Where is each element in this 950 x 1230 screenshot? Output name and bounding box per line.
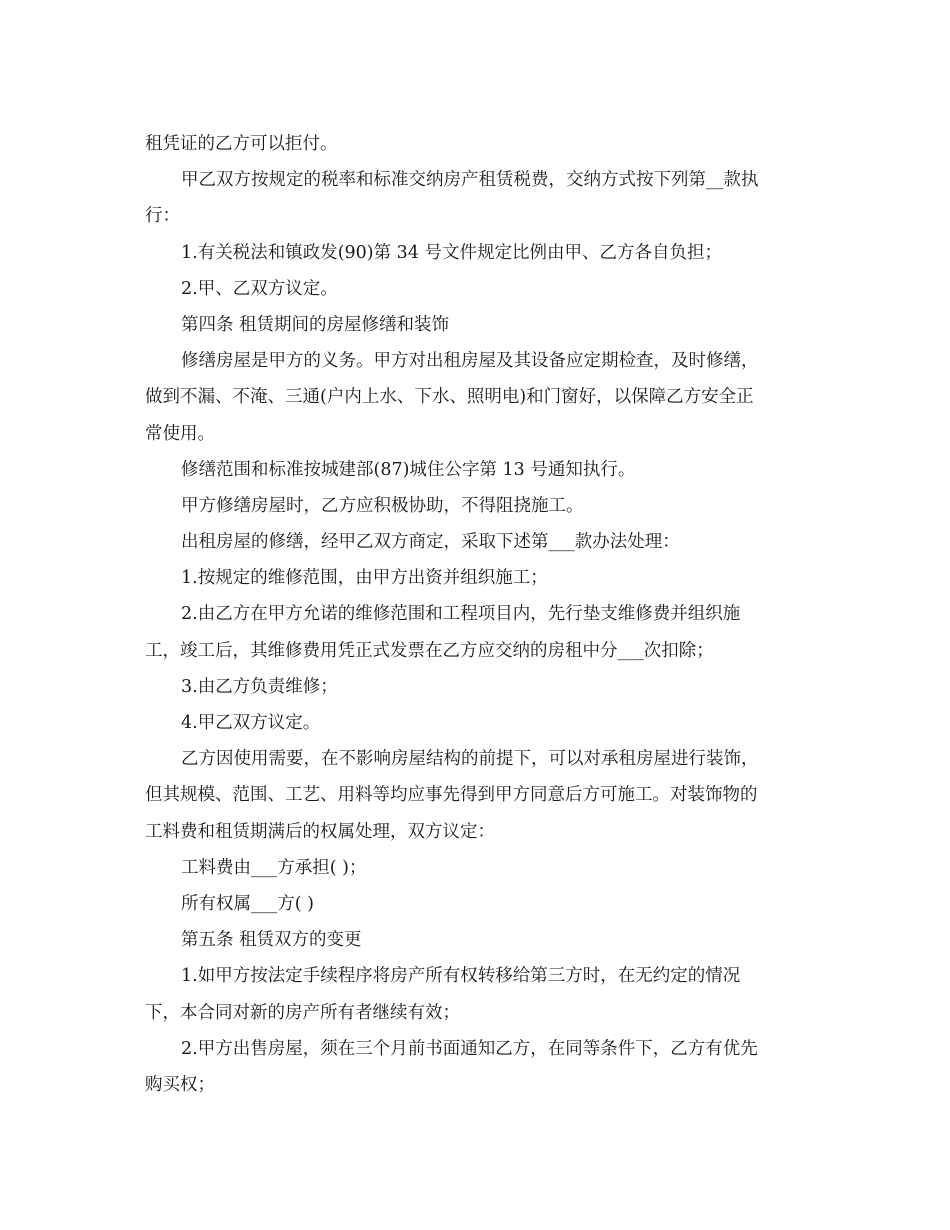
- text-line: 工料费由___方承担( )；: [181, 857, 367, 878]
- text-line: 租凭证的乙方可以拒付。: [145, 134, 338, 154]
- text-line: 但其规模、范围、工艺、用料等均应事先得到甲方同意后方可施工。对装饰物的: [145, 785, 758, 806]
- text-line: 4.甲乙双方议定。: [181, 713, 321, 733]
- text-line: 所有权属___方( ): [181, 893, 314, 914]
- text-line: 甲乙双方按规定的税率和标准交纳房产租赁税费，交纳方式按下列第__款执: [181, 170, 759, 191]
- text-line: 做到不漏、不淹、三通(户内上水、下水、照明电)和门窗好，以保障乙方安全正: [145, 387, 754, 408]
- text-line: 工料费和租赁期满后的权属处理，双方议定：: [145, 821, 495, 842]
- contract-body-text: [145, 126, 805, 1103]
- text-line: 购买权；: [145, 1074, 215, 1095]
- text-line: 2.甲、乙双方议定。: [181, 278, 338, 299]
- text-line: 3.由乙方负责维修；: [181, 676, 338, 697]
- text-line: 2.由乙方在甲方允诺的维修范围和工程项目内，先行垫支维修费并组织施: [181, 604, 741, 625]
- text-line: 甲方修缮房屋时，乙方应积极协助，不得阻挠施工。: [181, 495, 584, 516]
- text-line: 工，竣工后，其维修费用凭正式发票在乙方应交纳的房租中分___次扣除；: [145, 640, 714, 661]
- text-line: 1.如甲方按法定手续程序将房产所有权转移给第三方时，在无约定的情况: [181, 966, 741, 987]
- text-line: 乙方因使用需要，在不影响房屋结构的前提下，可以对承租房屋进行装饰，: [181, 749, 759, 770]
- text-line: 常使用。: [145, 423, 215, 444]
- text-line: 1.按规定的维修范围，由甲方出资并组织施工；: [181, 568, 548, 589]
- text-line: 1.有关税法和镇政发(90)第 34 号文件规定比例由甲、乙方各自负担；: [181, 242, 723, 263]
- text-line: 修缮房屋是甲方的义务。甲方对出租房屋及其设备应定期检查，及时修缮，: [181, 351, 759, 372]
- text-line: 下，本合同对新的房产所有者继续有效；: [145, 1002, 460, 1023]
- text-line: 出租房屋的修缮，经甲乙双方商定，采取下述第___款办法处理：: [181, 532, 680, 553]
- text-line: 修缮范围和标准按城建部(87)城住公字第 13 号通知执行。: [181, 459, 636, 480]
- text-line: 第五条 租赁双方的变更: [181, 930, 362, 951]
- text-line: 第四条 租赁期间的房屋修缮和装饰: [181, 314, 450, 335]
- text-line: 2.甲方出售房屋，须在三个月前书面通知乙方，在同等条件下，乙方有优先: [181, 1038, 758, 1059]
- text-line: 行：: [145, 206, 180, 227]
